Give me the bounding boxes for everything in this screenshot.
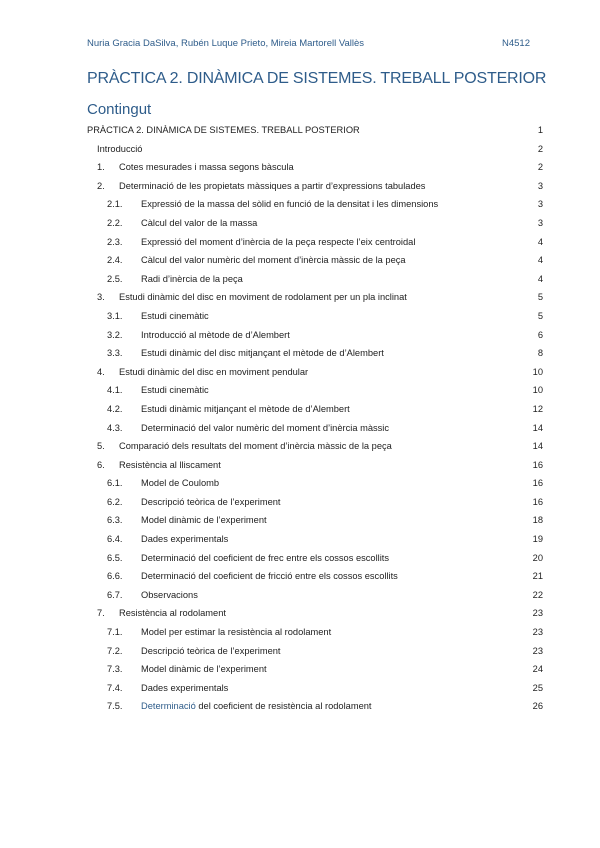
- toc-entry[interactable]: [87, 549, 543, 568]
- toc-entry[interactable]: [87, 381, 543, 400]
- toc-entry-title: Resistència al rodolament: [119, 608, 226, 619]
- toc-entry-page: 16: [532, 478, 543, 489]
- table-of-contents: [87, 121, 543, 716]
- toc-entry-page: 10: [532, 366, 543, 377]
- header-authors: Nuria Gracia DaSilva, Rubén Luque Prieto, Mireia Martorell Vallès: [87, 38, 365, 49]
- toc-entry-number: 4.: [97, 366, 105, 377]
- toc-entry-number: 3.3.: [107, 348, 123, 359]
- toc-entry-title: Descripció teòrica de l’experiment: [141, 645, 281, 656]
- toc-entry-number: 7.: [97, 608, 105, 619]
- toc-entry[interactable]: [87, 586, 543, 605]
- toc-heading: Contingut: [87, 101, 152, 118]
- toc-entry-title: Dades experimentals: [141, 682, 229, 693]
- toc-entry-number: 7.2.: [107, 645, 123, 656]
- toc-entry-title: Model de Coulomb: [141, 478, 220, 489]
- toc-entry-title: Determinació de les propietats màssiques a partir d’expressions tabulades: [119, 180, 426, 191]
- toc-entry-title-highlight: Determinació: [141, 701, 196, 712]
- toc-entry-number: 7.5.: [107, 701, 123, 712]
- toc-entry-number: 6.6.: [107, 571, 123, 582]
- toc-entry-title: Radi d’inèrcia de la peça: [141, 273, 243, 284]
- toc-entry-page: 14: [532, 422, 543, 433]
- toc-entry-title: Observacions: [141, 589, 198, 600]
- toc-entry-number: 3.1.: [107, 310, 123, 321]
- toc-entry-title: Introducció: [97, 143, 143, 154]
- toc-entry-page: 4: [537, 255, 543, 266]
- toc-entry-number: 7.1.: [107, 627, 123, 638]
- toc-entry[interactable]: [87, 419, 543, 438]
- toc-entry[interactable]: [87, 400, 543, 419]
- toc-entry-number: 6.1.: [107, 478, 123, 489]
- page-header: [87, 38, 530, 52]
- toc-entry[interactable]: [87, 158, 543, 177]
- toc-entry-page: 23: [532, 627, 543, 638]
- toc-entry-page: 2: [537, 162, 543, 173]
- toc-entry[interactable]: [87, 567, 543, 586]
- toc-entry-number: 2.: [97, 180, 105, 191]
- toc-entry-number: 3.: [97, 292, 105, 303]
- header-code: N4512: [502, 38, 530, 49]
- toc-entry-page: 16: [532, 496, 543, 507]
- toc-entry-title: Estudi dinàmic del disc mitjançant el mètode de d’Alembert: [141, 348, 384, 359]
- toc-entry-page: 4: [537, 273, 543, 284]
- toc-entry-number: 6.2.: [107, 496, 123, 507]
- toc-entry-title: [141, 697, 372, 716]
- toc-entry-title: Expressió del moment d’inèrcia de la peça respecte l’eix centroidal: [141, 236, 416, 247]
- toc-entry-page: 5: [537, 310, 543, 321]
- toc-entry-title: Descripció teòrica de l’experiment: [141, 496, 281, 507]
- toc-entry[interactable]: [87, 511, 543, 530]
- toc-entry-page: 22: [532, 589, 543, 600]
- toc-entry[interactable]: [87, 121, 543, 140]
- toc-entry-page: 3: [537, 199, 543, 210]
- toc-entry[interactable]: [87, 456, 543, 475]
- toc-entry[interactable]: [87, 363, 543, 382]
- toc-entry-title: Estudi dinàmic del disc en moviment pendular: [119, 366, 309, 377]
- toc-entry-number: 6.3.: [107, 515, 123, 526]
- toc-entry-page: 1: [537, 125, 543, 135]
- toc-entry-number: 2.3.: [107, 236, 123, 247]
- document-title: PRÀCTICA 2. DINÀMICA DE SISTEMES. TREBALL POSTERIOR: [87, 70, 547, 87]
- toc-entry-number: 2.4.: [107, 255, 123, 266]
- toc-entry-page: 8: [537, 348, 543, 359]
- toc-entry[interactable]: [87, 437, 543, 456]
- toc-entry-number: 1.: [97, 162, 105, 173]
- toc-entry-number: 2.5.: [107, 273, 123, 284]
- toc-entry[interactable]: [87, 697, 543, 716]
- toc-entry-page: 3: [537, 217, 543, 228]
- toc-entry-page: 26: [532, 701, 543, 712]
- toc-entry[interactable]: [87, 251, 543, 270]
- toc-entry-number: 4.3.: [107, 422, 123, 433]
- toc-entry-title: Cotes mesurades i massa segons bàscula: [119, 162, 294, 173]
- toc-entry-page: 14: [532, 441, 543, 452]
- toc-entry[interactable]: [87, 530, 543, 549]
- toc-entry[interactable]: [87, 623, 543, 642]
- toc-entry-title: Model per estimar la resistència al rodolament: [141, 627, 332, 638]
- toc-entry[interactable]: [87, 642, 543, 661]
- toc-entry-page: 21: [532, 571, 543, 582]
- toc-entry-page: 16: [532, 459, 543, 470]
- toc-entry-page: 4: [537, 236, 543, 247]
- toc-entry-page: 25: [532, 682, 543, 693]
- toc-entry[interactable]: [87, 177, 543, 196]
- toc-entry-number: 6.: [97, 459, 105, 470]
- toc-entry[interactable]: [87, 326, 543, 345]
- toc-entry[interactable]: [87, 140, 543, 159]
- toc-entry-title: Càlcul del valor numèric del moment d’inèrcia màssic de la peça: [141, 255, 406, 266]
- toc-entry-page: 3: [537, 180, 543, 191]
- toc-entry-title: Resistència al lliscament: [119, 459, 221, 470]
- toc-entry-page: 10: [532, 385, 543, 396]
- toc-entry-title: Estudi cinemàtic: [141, 310, 209, 321]
- toc-entry-page: 6: [537, 329, 543, 340]
- toc-entry[interactable]: [87, 307, 543, 326]
- toc-entry-number: 6.4.: [107, 534, 123, 545]
- toc-entry-page: 12: [532, 403, 543, 414]
- toc-entry[interactable]: [87, 679, 543, 698]
- toc-entry-title: Determinació del coeficient de fricció entre els cossos escollits: [141, 571, 398, 582]
- toc-entry-number: 2.1.: [107, 199, 123, 210]
- toc-entry-title: Determinació del coeficient de frec entre els cossos escollits: [141, 552, 390, 563]
- toc-entry-page: 2: [537, 143, 543, 154]
- toc-entry[interactable]: [87, 288, 543, 307]
- toc-entry-title: Dades experimentals: [141, 534, 229, 545]
- toc-entry[interactable]: [87, 344, 543, 363]
- toc-entry-number: 7.3.: [107, 664, 123, 675]
- toc-entry-title: Estudi cinemàtic: [141, 385, 209, 396]
- toc-entry[interactable]: [87, 270, 543, 289]
- toc-entry[interactable]: [87, 195, 543, 214]
- toc-entry-number: 4.2.: [107, 403, 123, 414]
- toc-entry[interactable]: [87, 474, 543, 493]
- toc-entry-page: 20: [532, 552, 543, 563]
- toc-entry-number: 4.1.: [107, 385, 123, 396]
- toc-entry-title: Comparació dels resultats del moment d’inèrcia màssic de la peça: [119, 441, 392, 452]
- toc-entry-number: 6.5.: [107, 552, 123, 563]
- toc-entry-number: 6.7.: [107, 589, 123, 600]
- toc-entry-title: Càlcul del valor de la massa: [141, 217, 258, 228]
- toc-entry-number: 2.2.: [107, 217, 123, 228]
- toc-entry-page: 23: [532, 645, 543, 656]
- toc-entry-page: 19: [532, 534, 543, 545]
- toc-entry[interactable]: [87, 214, 543, 233]
- toc-entry[interactable]: [87, 604, 543, 623]
- toc-entry-page: 24: [532, 664, 543, 675]
- toc-entry-title: Determinació del valor numèric del moment d’inèrcia màssic: [141, 422, 390, 433]
- toc-entry-title: PRÀCTICA 2. DINÀMICA DE SISTEMES. TREBALL POSTERIOR: [87, 125, 360, 135]
- toc-entry-title-rest: del coeficient de resistència al rodolament: [195, 701, 372, 712]
- toc-entry[interactable]: [87, 660, 543, 679]
- toc-entry-title: Expressió de la massa del sòlid en funció de la densitat i les dimensions: [141, 199, 439, 210]
- toc-entry-page: 5: [537, 292, 543, 303]
- toc-entry[interactable]: [87, 233, 543, 252]
- toc-entry[interactable]: [87, 493, 543, 512]
- toc-entry-title: Model dinàmic de l’experiment: [141, 515, 267, 526]
- toc-entry-page: 18: [532, 515, 543, 526]
- toc-entry-title: Model dinàmic de l’experiment: [141, 664, 267, 675]
- toc-entry-title: Estudi dinàmic del disc en moviment de rodolament per un pla inclinat: [119, 292, 407, 303]
- toc-entry-number: 7.4.: [107, 682, 123, 693]
- toc-entry-title: Introducció al mètode de d’Alembert: [141, 329, 290, 340]
- toc-entry-number: 3.2.: [107, 329, 123, 340]
- toc-entry-title: Estudi dinàmic mitjançant el mètode de d’Alembert: [141, 403, 350, 414]
- toc-entry-page: 23: [532, 608, 543, 619]
- toc-entry-number: 5.: [97, 441, 105, 452]
